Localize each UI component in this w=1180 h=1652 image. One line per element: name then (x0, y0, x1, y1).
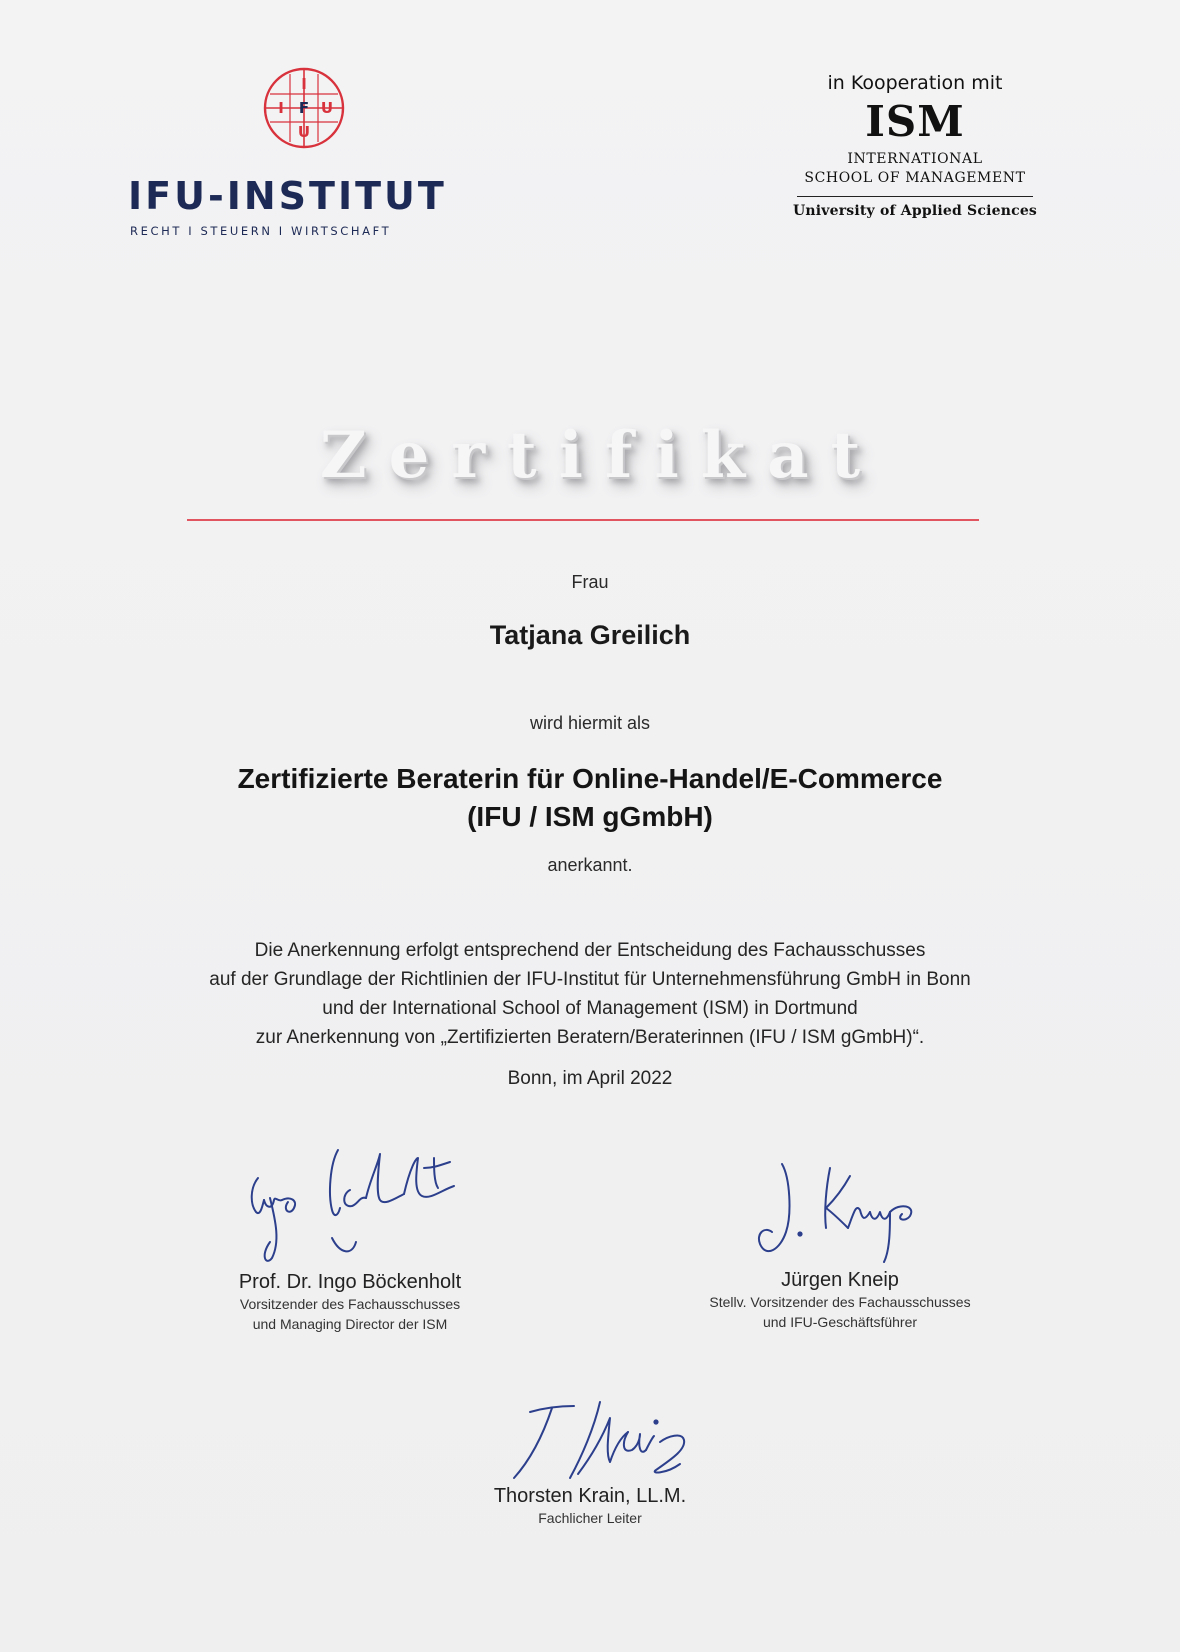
signature-kneip-icon (730, 1158, 950, 1268)
ism-logo (790, 72, 1040, 219)
emblem-letter-center: F (298, 99, 310, 117)
ism-full-name-line1: INTERNATIONAL (847, 151, 983, 167)
signature-block-kneip (680, 1158, 1000, 1332)
signature-krain-icon (470, 1398, 710, 1484)
emblem-letter-left: I (278, 99, 284, 117)
signatory-name: Jürgen Kneip (781, 1269, 899, 1291)
ism-abbreviation: ISM (865, 97, 965, 146)
emblem-letter-top: I (301, 75, 307, 93)
signature-block-boeckenholt (200, 1138, 500, 1334)
qualification-title (0, 760, 1180, 836)
qualification-title-line1: Zertifizierte Beraterin für Online-Handel/E-Commerce (237, 763, 943, 794)
signatory-role-line1: Vorsitzender des Fachausschusses (239, 1296, 461, 1312)
ism-divider (797, 196, 1033, 197)
ism-full-name-line2: SCHOOL OF MANAGEMENT (804, 170, 1026, 186)
signatory-role-line2: und Managing Director der ISM (252, 1316, 448, 1332)
certificate-title: Zertifikat (319, 418, 883, 493)
ism-full-name (790, 150, 1040, 188)
ifu-emblem (262, 66, 346, 150)
place-and-date: Bonn, im April 2022 (507, 1068, 673, 1089)
emblem-letter-bottom: U (297, 123, 311, 141)
emblem-letter-right: U (320, 99, 334, 117)
ifu-name: IFU-INSTITUT (128, 174, 447, 218)
signature-block-krain (430, 1398, 750, 1528)
signatory-name: Prof. Dr. Ingo Böckenholt (238, 1271, 462, 1293)
statement-line: auf der Grundlage der Richtlinien der IFU-Institut für Unternehmensführung GmbH in Bonn (209, 969, 971, 990)
ism-university-label: University of Applied Sciences (792, 203, 1038, 219)
signatory-role-line1: Stellv. Vorsitzender des Fachausschusses (709, 1294, 971, 1310)
signatory-name: Thorsten Krain, LL.M. (493, 1485, 687, 1507)
ifu-tagline: RECHT I STEUERN I WIRTSCHAFT (130, 224, 392, 238)
salutation: Frau (571, 572, 609, 592)
statement-line: Die Anerkennung erfolgt entsprechend der Entscheidung des Fachausschusses (254, 940, 926, 961)
recognition-statement (0, 936, 1180, 1052)
title-divider (187, 519, 979, 521)
ism-cooperation-text: in Kooperation mit (827, 72, 1003, 94)
qualification-title-line2: (IFU / ISM gGmbH) (467, 801, 713, 832)
recipient-name: Tatjana Greilich (489, 620, 691, 650)
statement-line: und der International School of Management (ISM) in Dortmund (322, 998, 858, 1019)
signatory-role-line1: Fachlicher Leiter (538, 1510, 642, 1526)
recognized-text: anerkannt. (547, 855, 633, 875)
signatory-role-line2: und IFU-Geschäftsführer (762, 1314, 918, 1330)
signature-boeckenholt-icon (220, 1138, 480, 1270)
intro-text: wird hiermit als (529, 713, 651, 733)
statement-line: zur Anerkennung von „Zertifizierten Beratern/Beraterinnen (IFU / ISM gGmbH)“. (255, 1027, 925, 1048)
ifu-logo (128, 60, 488, 240)
